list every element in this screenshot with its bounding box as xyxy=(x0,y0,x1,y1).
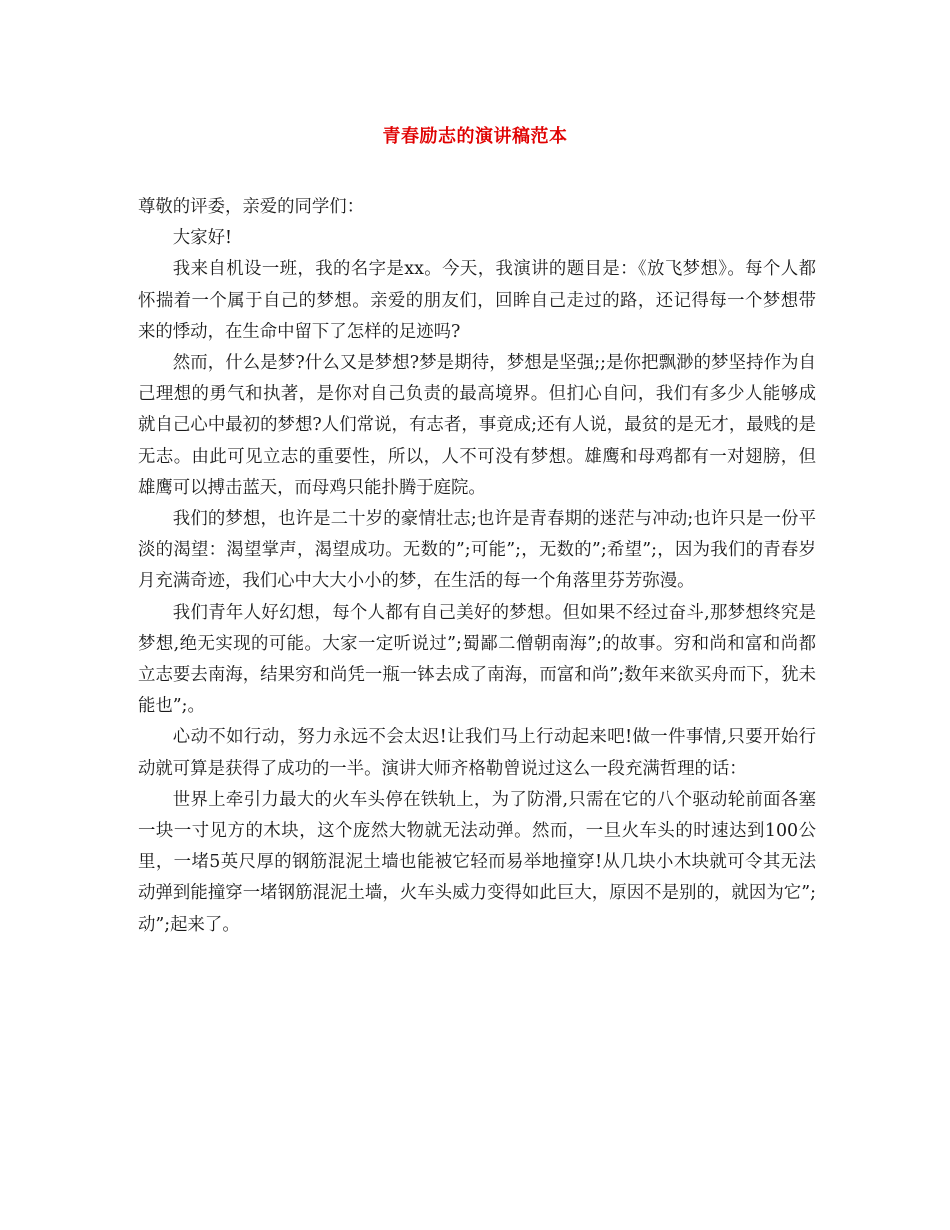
paragraph-take-action: 心动不如行动，努力永远不会太迟!让我们马上行动起来吧!做一件事情,只要开始行动就可算是获得了成功的一半。演讲大师齐格勒曾说过这么一段充满哲理的话： xyxy=(138,727,816,779)
salutation: 尊敬的评委，亲爱的同学们： xyxy=(138,197,365,217)
paragraph-greeting: 大家好! xyxy=(172,228,232,249)
document-body xyxy=(138,192,816,941)
document-title: 青春励志的演讲稿范本 xyxy=(382,126,568,147)
paragraph-introduction: 我来自机设一班，我的名字是xx。今天，我演讲的题目是：《放飞梦想》。每个人都怀揣着一个属于自己的梦想。亲爱的朋友们，回眸自己走过的路，还记得每一个梦想带来的悸动，在生命中留下了怎样的足迹吗? xyxy=(138,259,816,342)
paragraph-our-dreams: 我们的梦想，也许是二十岁的豪情壮志;也许是青春期的迷茫与冲动;也许只是一份平淡的渴望：渴望掌声，渴望成功。无数的”;可能”;，无数的”;希望”;，因为我们的青春岁月充满奇迹，我们心中大大小小的梦，在生活的每一个角落里芬芳弥漫。 xyxy=(138,509,816,592)
paragraph-two-monks: 我们青年人好幻想，每个人都有自己美好的梦想。但如果不经过奋斗,那梦想终究是梦想,绝无实现的可能。大家一定听说过”;蜀鄙二僧朝南海”;的故事。穷和尚和富和尚都立志要去南海，结果穷和尚凭一瓶一钵去成了南海，而富和尚”;数年来欲买舟而下，犹未能也”;。 xyxy=(138,602,816,717)
paragraph-what-is-dream: 然而，什么是梦?什么又是梦想?梦是期待，梦想是坚强;;是你把飘渺的梦坚持作为自己理想的勇气和执著，是你对自己负责的最高境界。但扪心自问，我们有多少人能够成就自己心中最初的梦想?人们常说，有志者，事竟成;还有人说，最贫的是无才，最贱的是无志。由此可见立志的重要性，所以，人不可没有梦想。雄鹰和母鸡都有一对翅膀，但雄鹰可以搏击蓝天，而母鸡只能扑腾于庭院。 xyxy=(138,353,816,498)
paragraph-locomotive: 世界上牵引力最大的火车头停在铁轨上，为了防滑,只需在它的八个驱动轮前面各塞一块一寸见方的木块，这个庞然大物就无法动弹。然而，一旦火车头的时速达到100公里，一堵5英尺厚的钢筋混泥土墙也能被它轻而易举地撞穿!从几块小木块就可令其无法动弹到能撞穿一堵钢筋混泥土墙，火车头威力变得如此巨大，原因不是别的，就因为它”;动”;起来了。 xyxy=(138,789,816,935)
